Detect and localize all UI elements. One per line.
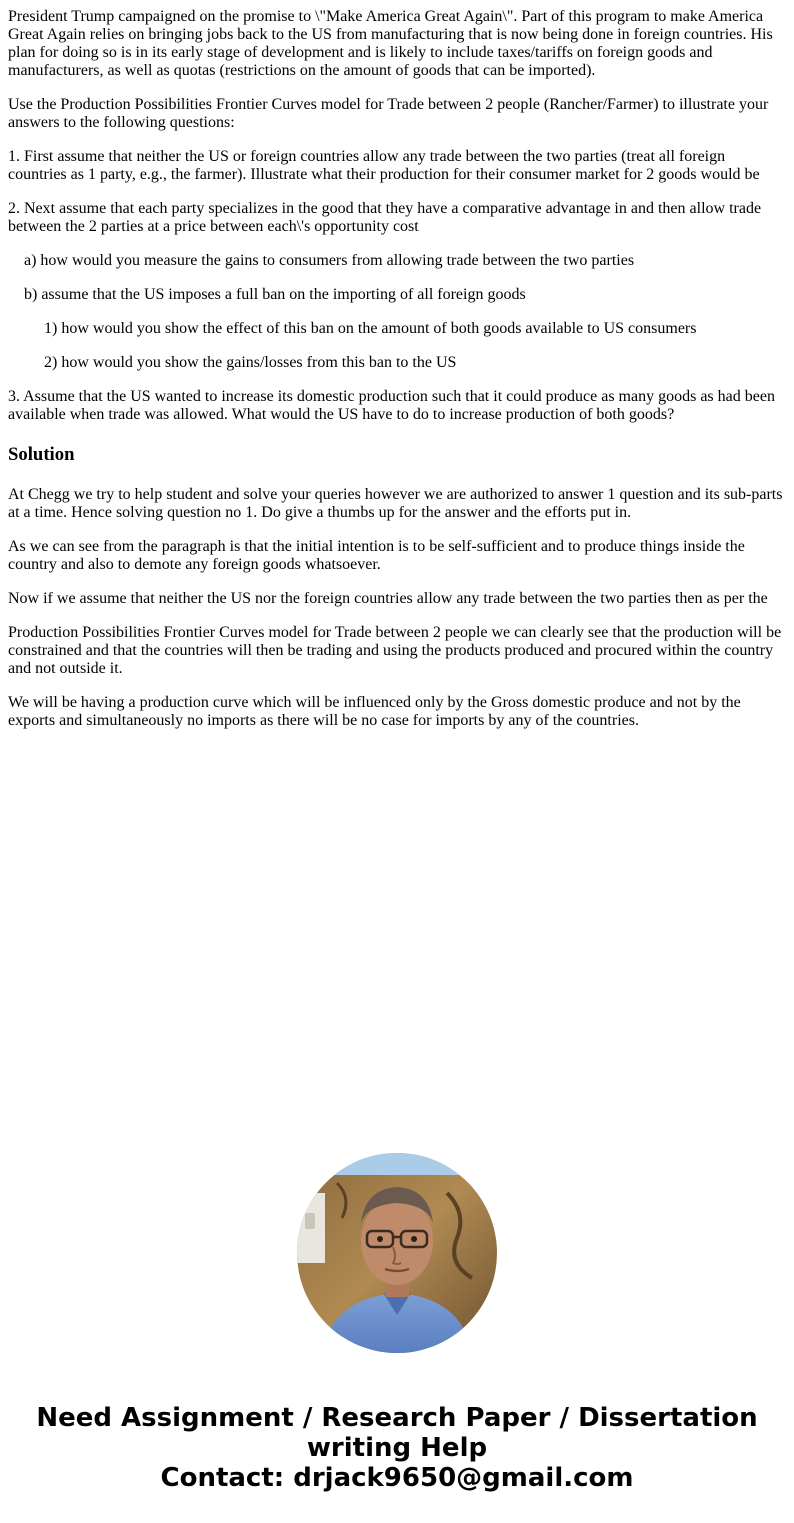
question-2b: b) assume that the US imposes a full ban on the importing of all foreign goods <box>24 286 526 303</box>
question-2b-2: 2) how would you show the gains/losses from this ban to the US <box>44 354 457 371</box>
question-3: 3. Assume that the US wanted to increase its domestic production such that it could produce as many goods as had been available when trade was allowed. What would the US have to do to increase production of both goods? <box>8 388 775 423</box>
solution-paragraph-5: We will be having a production curve which will be influenced only by the Gross domestic produce and not by the exports and simultaneously no imports as there will be no case for imports by any of the countries. <box>8 694 741 729</box>
avatar-portrait-image <box>297 1153 497 1353</box>
question-2: 2. Next assume that each party specializes in the good that they have a comparative advantage in and then allow trade between the 2 parties at a price between each\'s opportunity cost <box>8 200 762 235</box>
question-2a: a) how would you measure the gains to consumers from allowing trade between the two parties <box>24 252 635 269</box>
solution-paragraph-4: Production Possibilities Frontier Curves model for Trade between 2 people we can clearly see that the production will be constrained and that the countries will then be trading and using the products produced and procured within the country and not outside it. <box>8 624 782 677</box>
solution-paragraph-3: Now if we assume that neither the US nor the foreign countries allow any trade between the two parties then as per the <box>8 590 768 607</box>
document-body <box>8 8 786 746</box>
solution-heading: Solution <box>8 444 75 465</box>
author-avatar <box>297 1153 497 1353</box>
solution-paragraph-1: At Chegg we try to help student and solve your queries however we are authorized to answer 1 question and its sub-parts at a time. Hence solving question no 1. Do give a thumbs up for the answer and the efforts put in. <box>8 486 783 521</box>
promo-banner <box>0 1403 794 1493</box>
question-2b-1: 1) how would you show the effect of this ban on the amount of both goods available to US consumers <box>44 320 697 337</box>
promo-line-contact: Contact: drjack9650@gmail.com <box>160 1463 634 1493</box>
solution-paragraph-2: As we can see from the paragraph is that the initial intention is to be self-sufficient and to produce things inside the country and also to demote any foreign goods whatsoever. <box>8 538 745 573</box>
question-1: 1. First assume that neither the US or foreign countries allow any trade between the two parties (treat all foreign countries as 1 party, e.g., the farmer). Illustrate what their production for their consumer market for 2 goods would be <box>8 148 760 183</box>
question-intro: President Trump campaigned on the promise to \"Make America Great Again\". Part of this program to make America Great Again relies on bringing jobs back to the US from manufacturing that is now being done in foreign countries. His plan for doing so is in its early stage of development and is likely to include taxes/tariffs on foreign goods and manufacturers, as well as quotas (restrictions on the amount of goods that can be imported). <box>8 8 773 79</box>
question-instruction: Use the Production Possibilities Frontier Curves model for Trade between 2 people (Rancher/Farmer) to illustrate your answers to the following questions: <box>8 96 769 131</box>
promo-line-help: Need Assignment / Research Paper / Dissertation writing Help <box>36 1403 758 1463</box>
